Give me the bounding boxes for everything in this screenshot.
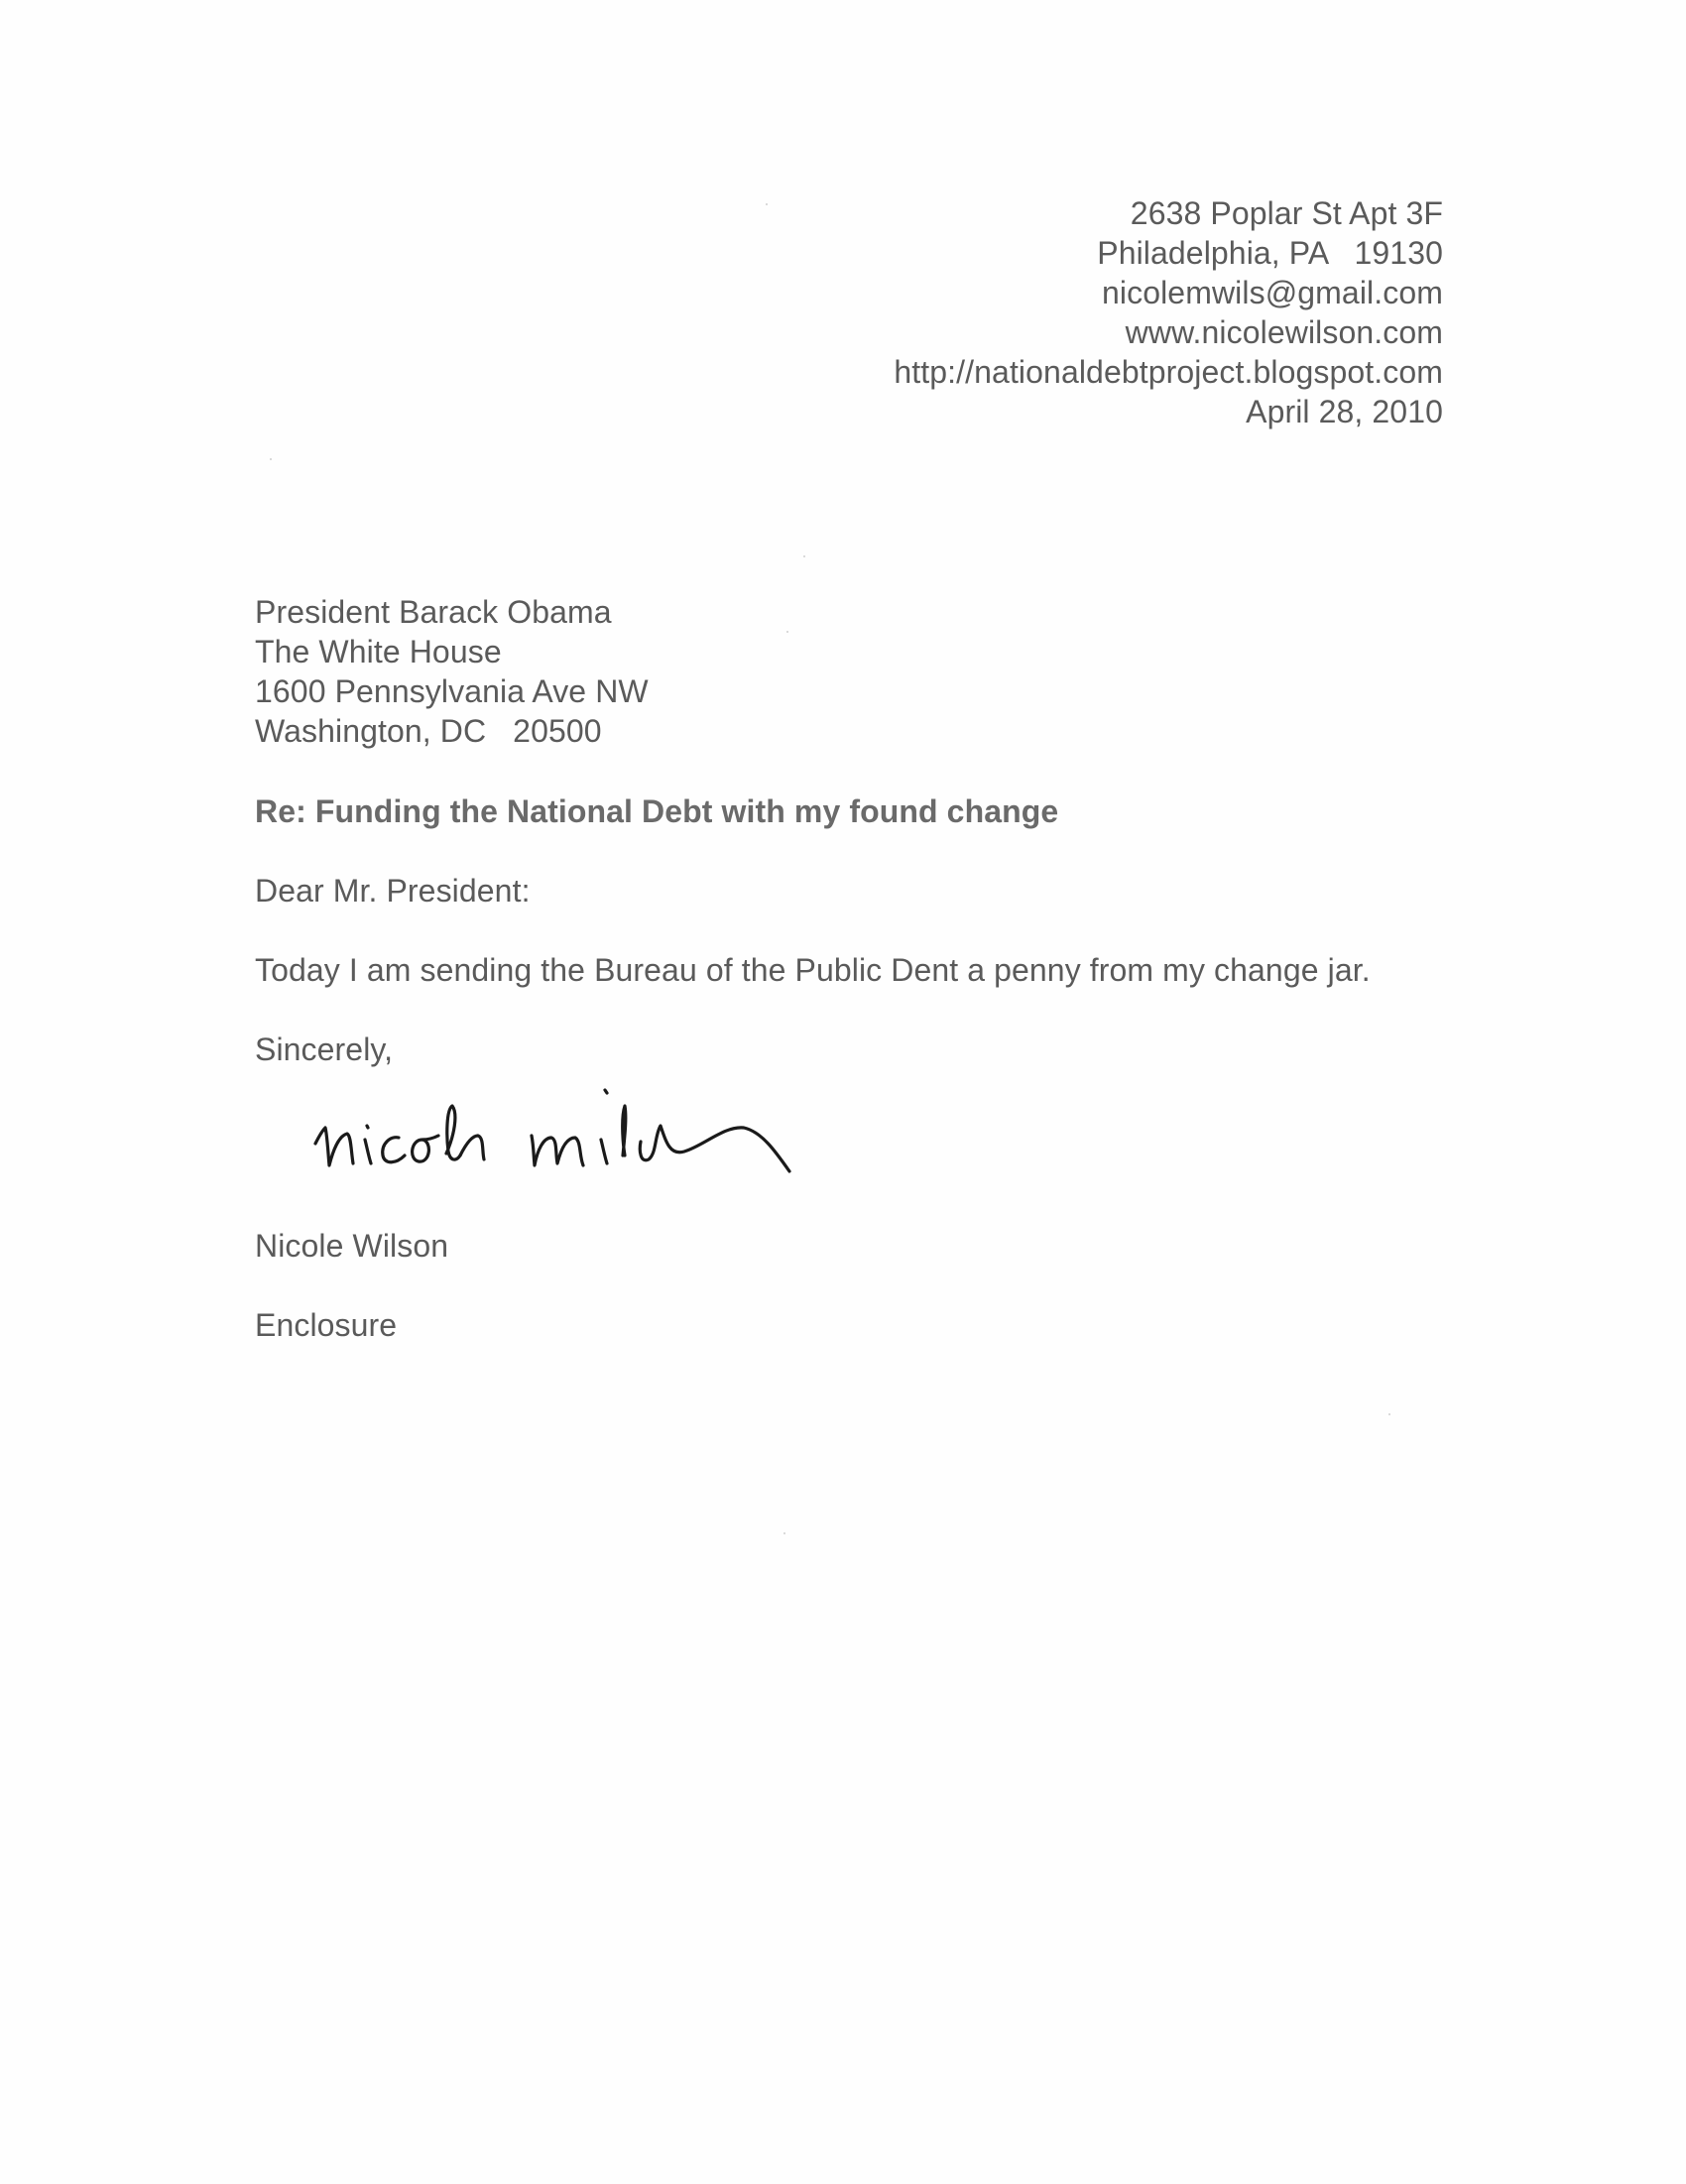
- sender-website: www.nicolewilson.com: [1125, 314, 1443, 350]
- enclosure-note: Enclosure: [255, 1307, 398, 1343]
- recipient-city-state-zip: Washington, DC 20500: [255, 713, 602, 749]
- paper-speck: [783, 1532, 785, 1534]
- sender-blog-url: http://nationaldebtproject.blogspot.com: [894, 354, 1443, 390]
- subject-line: Re: Funding the National Debt with my found change: [255, 793, 1059, 829]
- handwritten-signature: [307, 1056, 843, 1195]
- recipient-street: 1600 Pennsylvania Ave NW: [255, 673, 649, 709]
- paper-speck: [270, 458, 272, 460]
- signer-name: Nicole Wilson: [255, 1228, 449, 1264]
- sender-address-block: [894, 193, 1443, 431]
- sender-email: nicolemwils@gmail.com: [1102, 275, 1443, 310]
- paper-speck: [1388, 1413, 1390, 1415]
- sender-city-state-zip: Philadelphia, PA 19130: [1097, 235, 1443, 271]
- closing: Sincerely,: [255, 1031, 394, 1067]
- paper-speck: [786, 631, 788, 633]
- salutation: Dear Mr. President:: [255, 873, 531, 909]
- recipient-name: President Barack Obama: [255, 594, 612, 630]
- body-paragraph: Today I am sending the Bureau of the Public Dent a penny from my change jar.: [255, 952, 1371, 988]
- recipient-address-block: [255, 592, 649, 751]
- recipient-office: The White House: [255, 634, 502, 669]
- paper-speck: [803, 555, 805, 557]
- sender-street: 2638 Poplar St Apt 3F: [1130, 195, 1443, 231]
- letter-date: April 28, 2010: [1246, 394, 1443, 429]
- paper-speck: [766, 203, 768, 205]
